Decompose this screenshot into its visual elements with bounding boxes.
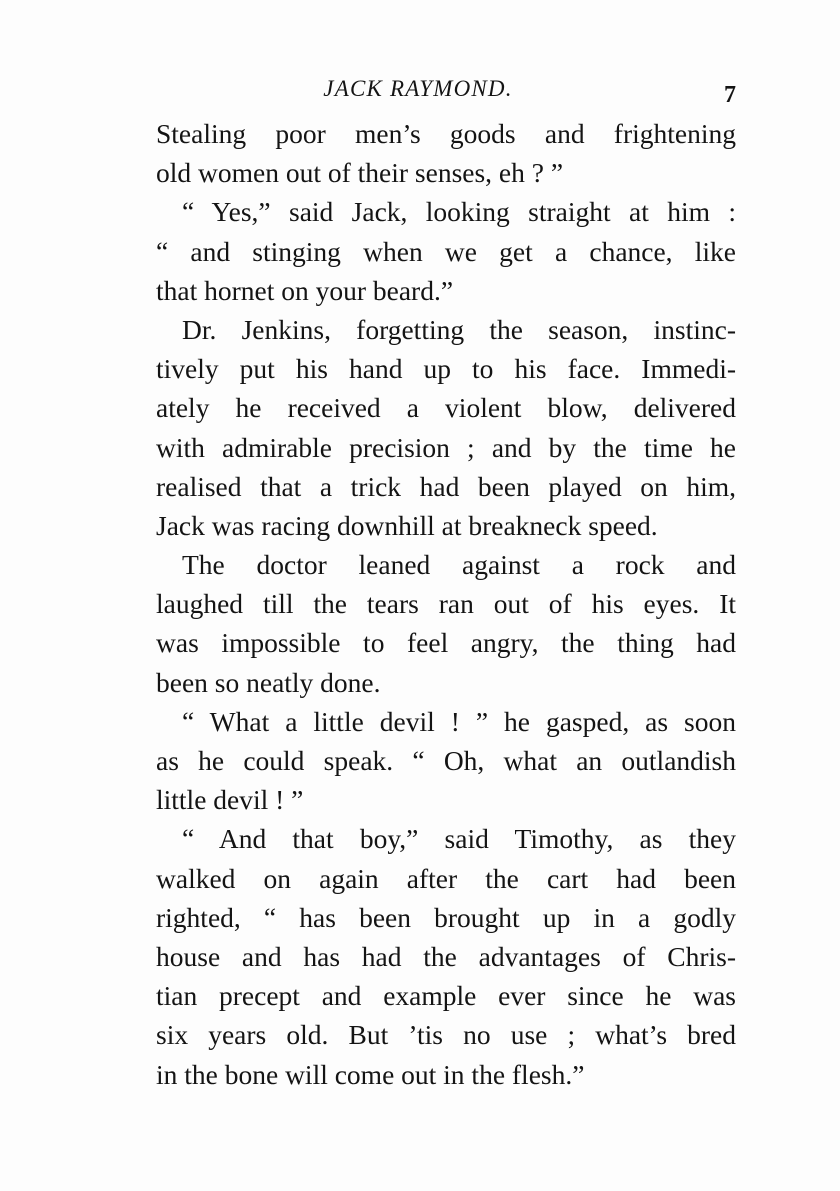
text-line: righted, “ has been brought up in a godly [156, 901, 736, 933]
text-line: little devil ! ” [156, 784, 304, 816]
text-line: “ And that boy,” said Timothy, as they [182, 823, 736, 855]
text-line: tively put his hand up to his face. Immedi- [156, 353, 736, 385]
text-line: house and has had the advantages of Chris- [156, 940, 736, 972]
text-line: was impossible to feel angry, the thing had [156, 627, 736, 659]
text-line: in the bone will come out in the flesh.” [156, 1058, 585, 1090]
text-line: “ and stinging when we get a chance, like [156, 235, 736, 267]
running-head [158, 76, 738, 108]
text-line: Dr. Jenkins, forgetting the season, instinc- [182, 313, 736, 345]
text-line: Jack was racing downhill at breakneck speed. [156, 509, 658, 541]
text-line: ately he received a violent blow, delivered [156, 392, 736, 424]
text-line: with admirable precision ; and by the time he [156, 431, 736, 463]
text-line: realised that a trick had been played on him, [156, 470, 736, 502]
text-line: six years old. But ’tis no use ; what’s bred [156, 1019, 736, 1051]
text-line: The doctor leaned against a rock and [182, 549, 736, 581]
text-line: “ What a little devil ! ” he gasped, as soon [182, 705, 736, 737]
text-line: tian precept and example ever since he was [156, 980, 736, 1012]
text-line: that hornet on your beard.” [156, 274, 454, 306]
text-line: walked on again after the cart had been [156, 862, 736, 894]
body-text [156, 114, 736, 1094]
running-title: JACK RAYMOND. [323, 76, 513, 101]
text-line: old women out of their senses, eh ? ” [156, 157, 564, 189]
text-line: as he could speak. “ Oh, what an outlandish [156, 745, 736, 776]
text-line: laughed till the tears ran out of his eyes. It [156, 588, 736, 620]
text-line: Stealing poor men’s goods and frightening [156, 118, 736, 149]
text-line: “ Yes,” said Jack, looking straight at him : [182, 196, 736, 228]
page-number: 7 [724, 82, 736, 108]
text-line: been so neatly done. [156, 666, 381, 698]
